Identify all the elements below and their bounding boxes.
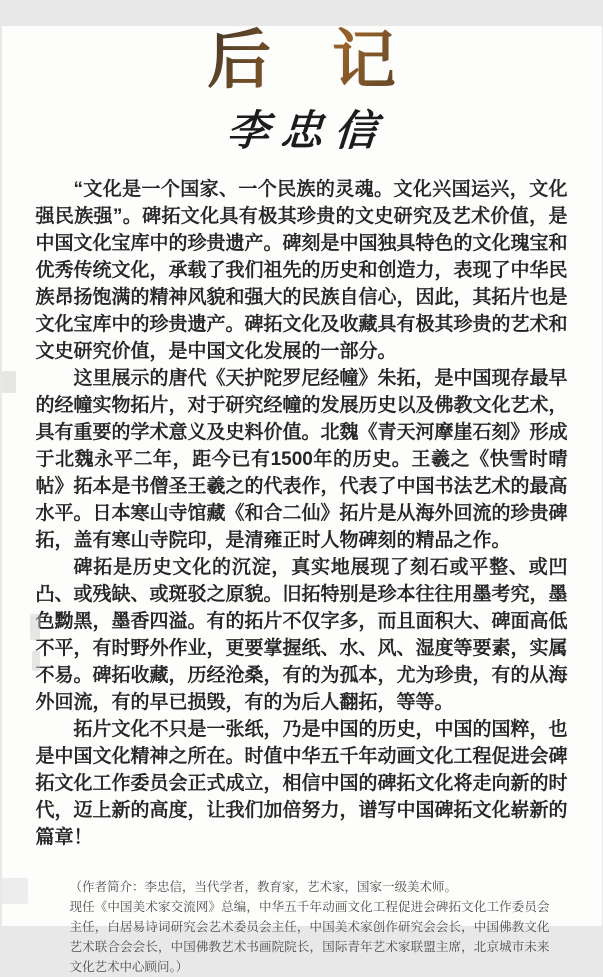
bio-titles: 现任《中国美术家交流网》总编，中华五千年动画文化工程促进会碑拓文化工作委员会主任，白居易诗词研究会艺术委员会主任，中国美术家创作研究会会长，中国佛教文化艺术联合会会长，中国佛教艺术书画院院长，国际青年艺术家联盟主席，北京城市未来文化艺术中心顾问。） [69,900,550,975]
scan-artifact [32,651,40,671]
paragraph-2: 这里展示的唐代《天护陀罗尼经幢》朱拓，是中国现存最早的经幢实物拓片，对于研究经幢的发展历史以及佛教文化艺术，具有重要的学术意义及史料价值。北魏《青天河摩崖石刻》形成于北魏永平二年，距今已有1500年的历史。王羲之《快雪时晴帖》拓本是书僧圣王羲之的代表作，代表了中国书法艺术的最高水平。日本寒山寺馆藏《和合二仙》拓片是从海外回流的珍贵碑拓，盖有寒山寺院印，是清雍正时人物碑刻的精品之作。 [35,368,568,552]
paragraph-3: 碑拓是历史文化的沉淀，真实地展现了刻石或平整、或凹凸、或残缺、或斑驳之原貌。旧拓特别是珍本往往用墨考究，墨色黝黑，墨香四溢。有的拓片不仅字多，而且面积大、碑面高低不平，有时野外作业，更要掌握纸、水、风、湿度等要素，实属不易。碑拓收藏，历经沧桑，有的为孤本，尤为珍贵，有的从海外回流，有的早已损毁，有的为后人翻拓，等等。 [35,557,568,714]
page-title: 后 记 [2,26,602,96]
bio-intro-line: （作者简介：李忠信，当代学者，教育家，艺术家，国家一级美术师。 [69,880,458,895]
body-text [2,176,602,851]
author-bio [2,877,602,977]
scan-artifact [2,371,16,393]
scan-artifact [2,878,28,904]
scan-artifact [30,614,40,640]
paragraph-1: “文化是一个国家、一个民族的灵魂。文化兴国运兴，文化强民族强”。碑拓文化具有极其珍贵的文史研究及艺术价值，是中国文化宝库中的珍贵遗产。碑刻是中国独具特色的文化瑰宝和优秀传统文化，承载了我们祖先的历史和创造力，表现了中华民族昂扬饱满的精神风貌和强大的民族自信心，因此，其拓片也是文化宝库中的珍贵遗产。碑拓文化及收藏具有极其珍贵的艺术和文史研究价值，是中国文化发展的一部分。 [35,179,568,363]
author-signature: 李忠信 [224,106,390,156]
afterword-page [2,25,602,975]
paragraph-4: 拓片文化不只是一张纸，乃是中国的历史，中国的国粹，也是中国文化精神之所在。时值中华五千年动画文化工程促进会碑拓文化工作委员会正式成立，相信中国的碑拓文化将走向新的时代，迈上新的高度，让我们加倍努力，谱写中国碑拓文化崭新的篇章！ [35,719,568,849]
